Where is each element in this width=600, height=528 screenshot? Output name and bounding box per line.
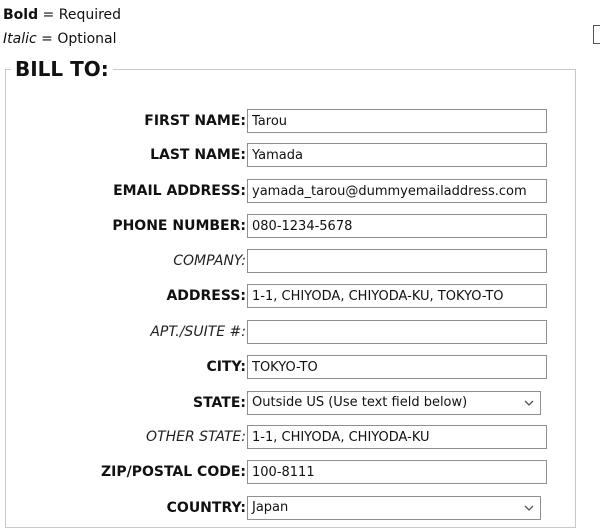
other-state-row: [6, 425, 566, 449]
apt-suite-row: [6, 320, 566, 344]
company-row: [6, 249, 566, 273]
phone-label: PHONE NUMBER:: [112, 218, 246, 234]
first-name-input[interactable]: [247, 109, 547, 133]
zip-row: [6, 460, 566, 484]
other-state-label: OTHER STATE:: [146, 429, 246, 445]
first-name-row: [6, 109, 566, 133]
email-row: [6, 179, 566, 203]
state-row: [6, 391, 566, 415]
bill-to-title: BILL TO:: [15, 57, 109, 81]
bill-to-section: [5, 58, 576, 528]
city-row: [6, 355, 566, 379]
country-row: [6, 496, 566, 520]
city-input[interactable]: [247, 355, 547, 379]
zip-input[interactable]: [247, 460, 547, 484]
apt-suite-input[interactable]: [247, 320, 547, 344]
chevron-down-icon: [524, 504, 534, 512]
last-name-label: LAST NAME:: [150, 147, 246, 163]
zip-label: ZIP/POSTAL CODE:: [100, 464, 246, 480]
partial-checkbox[interactable]: [593, 25, 600, 44]
country-select[interactable]: [247, 496, 541, 520]
chevron-down-icon: [524, 399, 534, 407]
first-name-label: FIRST NAME:: [144, 113, 246, 129]
phone-input[interactable]: [247, 214, 547, 238]
country-label: COUNTRY:: [166, 500, 246, 516]
address-label: ADDRESS:: [166, 288, 246, 304]
address-input[interactable]: [247, 284, 547, 308]
last-name-row: [6, 143, 566, 167]
address-row: [6, 284, 566, 308]
email-label: EMAIL ADDRESS:: [113, 183, 246, 199]
apt-suite-label: APT./SUITE #:: [150, 324, 246, 340]
legend-required-line: [3, 3, 121, 27]
state-select[interactable]: [247, 391, 541, 415]
phone-row: [6, 214, 566, 238]
legend-italic-word: Italic: [3, 31, 37, 47]
other-state-input[interactable]: [247, 425, 547, 449]
company-label: COMPANY:: [173, 253, 246, 269]
legend-optional-line: [3, 27, 121, 51]
required-optional-legend: [3, 3, 121, 51]
legend-bold-rest: = Required: [38, 7, 122, 23]
email-input[interactable]: [247, 179, 547, 203]
city-label: CITY:: [206, 359, 246, 375]
last-name-input[interactable]: [247, 143, 547, 167]
state-selected-value: Outside US (Use text field below): [252, 395, 468, 410]
company-input[interactable]: [247, 249, 547, 273]
legend-italic-rest: = Optional: [36, 31, 117, 47]
state-label: STATE:: [192, 395, 246, 411]
legend-bold-word: Bold: [3, 7, 39, 23]
country-selected-value: Japan: [252, 500, 289, 515]
